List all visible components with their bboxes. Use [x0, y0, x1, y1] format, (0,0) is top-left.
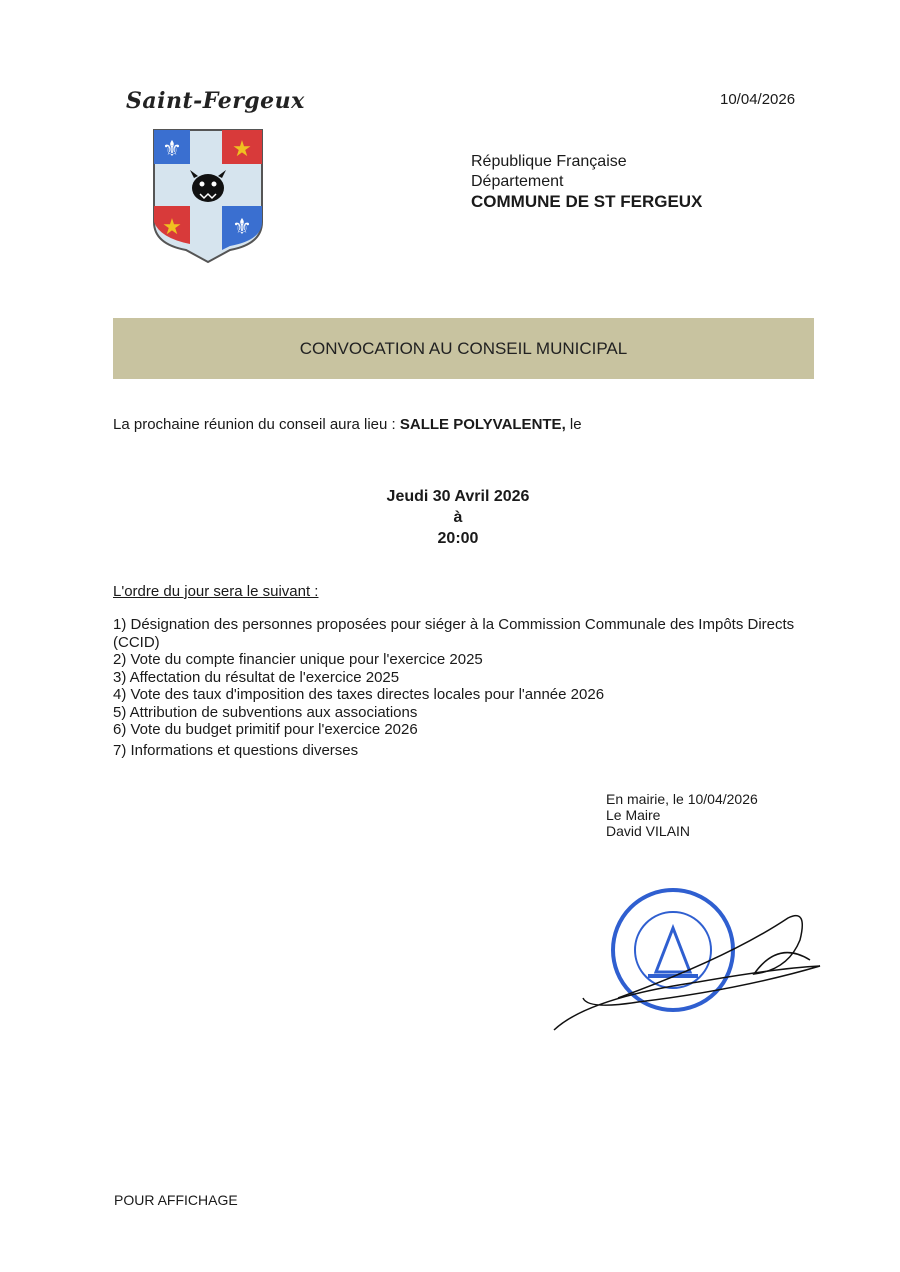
banner-title: CONVOCATION AU CONSEIL MUNICIPAL — [299, 338, 628, 358]
document-date: 10/04/2026 — [720, 91, 796, 108]
intro-sentence — [113, 416, 582, 433]
intro-suffix: le — [565, 416, 582, 433]
signatory-name: David VILAIN — [606, 823, 691, 839]
svg-text:★: ★ — [232, 136, 252, 161]
svg-text:⚜: ⚜ — [232, 214, 252, 239]
signature-block — [606, 791, 758, 839]
meeting-time: 20:00 — [437, 530, 479, 547]
agenda-item: 4) Vote des taux d'imposition des taxes directes locales pour l'année 2026 — [113, 686, 605, 703]
meeting-date: Jeudi 30 Avril 2026 — [386, 488, 530, 505]
agenda-item: 2) Vote du compte financier unique pour l'exercice 2025 — [113, 651, 483, 668]
signature-place-date: En mairie, le 10/04/2026 — [606, 791, 758, 807]
svg-text:★: ★ — [162, 214, 182, 239]
municipality-logo-text: Saint-Fergeux — [126, 88, 305, 114]
agenda-item: 7) Informations et questions diverses — [113, 741, 359, 759]
letterhead — [471, 152, 702, 212]
agenda-list — [113, 616, 813, 759]
svg-text:⚜: ⚜ — [162, 136, 182, 161]
agenda-item: 3) Affectation du résultat de l'exercice 2025 — [113, 668, 400, 686]
meeting-datetime — [300, 486, 616, 549]
coat-of-arms-icon — [150, 126, 266, 269]
title-banner — [113, 318, 814, 379]
meeting-place: SALLE POLYVALENTE, — [399, 416, 566, 433]
intro-text: La prochaine réunion du conseil aura lieu : — [113, 416, 400, 433]
signatory-title: Le Maire — [606, 807, 661, 823]
commune-name: COMMUNE DE ST FERGEUX — [471, 192, 703, 211]
agenda-item: 6) Vote du budget primitif pour l'exercice 2026 — [113, 721, 418, 738]
meeting-connector: à — [453, 509, 463, 526]
department-line: Département — [471, 173, 564, 190]
agenda-title: L'ordre du jour sera le suivant : — [113, 583, 319, 600]
posting-notice: POUR AFFICHAGE — [114, 1192, 238, 1208]
official-stamp-and-signature — [548, 880, 838, 1045]
republic-line: République Française — [471, 153, 627, 170]
agenda-item: 5) Attribution de subventions aux associations — [113, 703, 418, 721]
agenda-item: 1) Désignation des personnes proposées pour siéger à la Commission Communale des Impôts Directs (CCID) — [113, 616, 795, 651]
